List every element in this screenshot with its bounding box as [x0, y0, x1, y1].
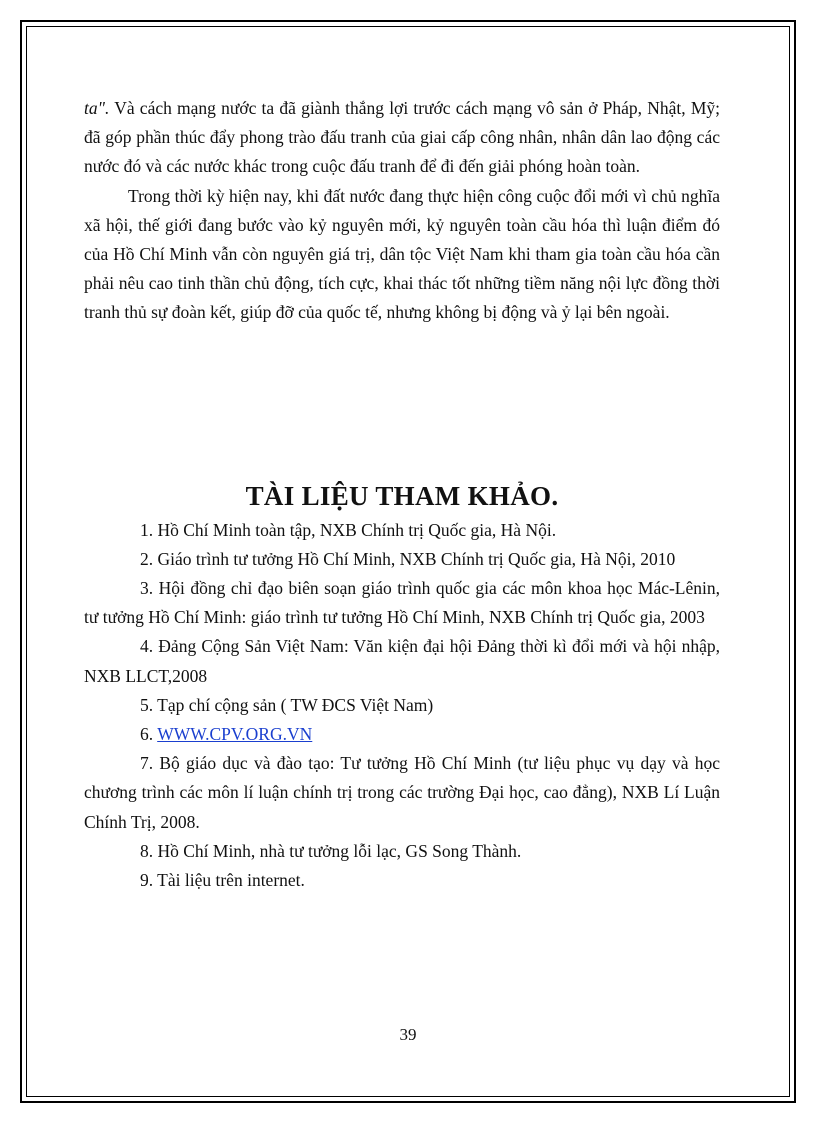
body-paragraph-1 [84, 94, 720, 182]
reference-item-1: 1. Hồ Chí Minh toàn tập, NXB Chính trị Quốc gia, Hà Nội. [140, 519, 557, 540]
references-heading: TÀI LIỆU THAM KHẢO. [245, 480, 559, 511]
references-list [84, 516, 720, 896]
reference-item-8: 8. Hồ Chí Minh, nhà tư tưởng lỗi lạc, GS Song Thành. [140, 840, 522, 861]
document-content [84, 94, 720, 895]
cpv-website-link[interactable]: WWW.CPV.ORG.VN [157, 724, 313, 745]
reference-item-4: 4. Đảng Cộng Sản Việt Nam: Văn kiện đại hội Đảng thời kì đổi mới và hội nhập, NXB LLCT,2008 [84, 636, 720, 686]
reference-item-2: 2. Giáo trình tư tưởng Hồ Chí Minh, NXB Chính trị Quốc gia, Hà Nội, 2010 [140, 548, 676, 569]
page-number: 39 [399, 1025, 417, 1044]
reference-item-3: 3. Hội đồng chỉ đạo biên soạn giáo trình quốc gia các môn khoa học Mác-Lênin, tư tưởng Hồ Chí Minh: giáo trình tư tưởng Hồ Chí Minh, NXB Chính trị Quốc gia, 2003 [84, 578, 720, 628]
paragraph-1-text: Và cách mạng nước ta đã giành thắng lợi trước cách mạng vô sản ở Pháp, Nhật, Mỹ; đã góp phần thúc đẩy phong trào đấu tranh của giai cấp công nhân, nhân dân lao động các nước đó và các nước khác trong cuộc đấu tranh để đi đến giải phóng hoàn toàn. [84, 98, 720, 177]
reference-item-7: 7. Bộ giáo dục và đào tạo: Tư tưởng Hồ Chí Minh (tư liệu phục vụ dạy và học chương trình các môn lí luận chính trị trong các trường Đại học, cao đẳng), NXB Lí Luận Chính Trị, 2008. [84, 753, 720, 832]
body-paragraph-2: Trong thời kỳ hiện nay, khi đất nước đang thực hiện công cuộc đổi mới vì chủ nghĩa xã hội, thế giới đang bước vào kỷ nguyên mới, kỷ nguyên toàn cầu hóa thì luận điểm đó của Hồ Chí Minh vẫn còn nguyên giá trị, dân tộc Việt Nam khi tham gia toàn cầu hóa cần phải nêu cao tinh thần chủ động, tích cực, khai thác tốt những tiềm năng nội lực đồng thời tranh thủ sự đoàn kết, giúp đỡ của quốc tế, nhưng không bị động và ỷ lại bên ngoài. [84, 185, 720, 323]
reference-item-9: 9. Tài liệu trên internet. [140, 870, 305, 891]
quote-ending: ta". [84, 98, 110, 118]
reference-item-6 [84, 720, 720, 749]
reference-item-6-number: 6. [140, 724, 158, 745]
reference-item-5: 5. Tạp chí cộng sản ( TW ĐCS Việt Nam) [140, 694, 434, 715]
